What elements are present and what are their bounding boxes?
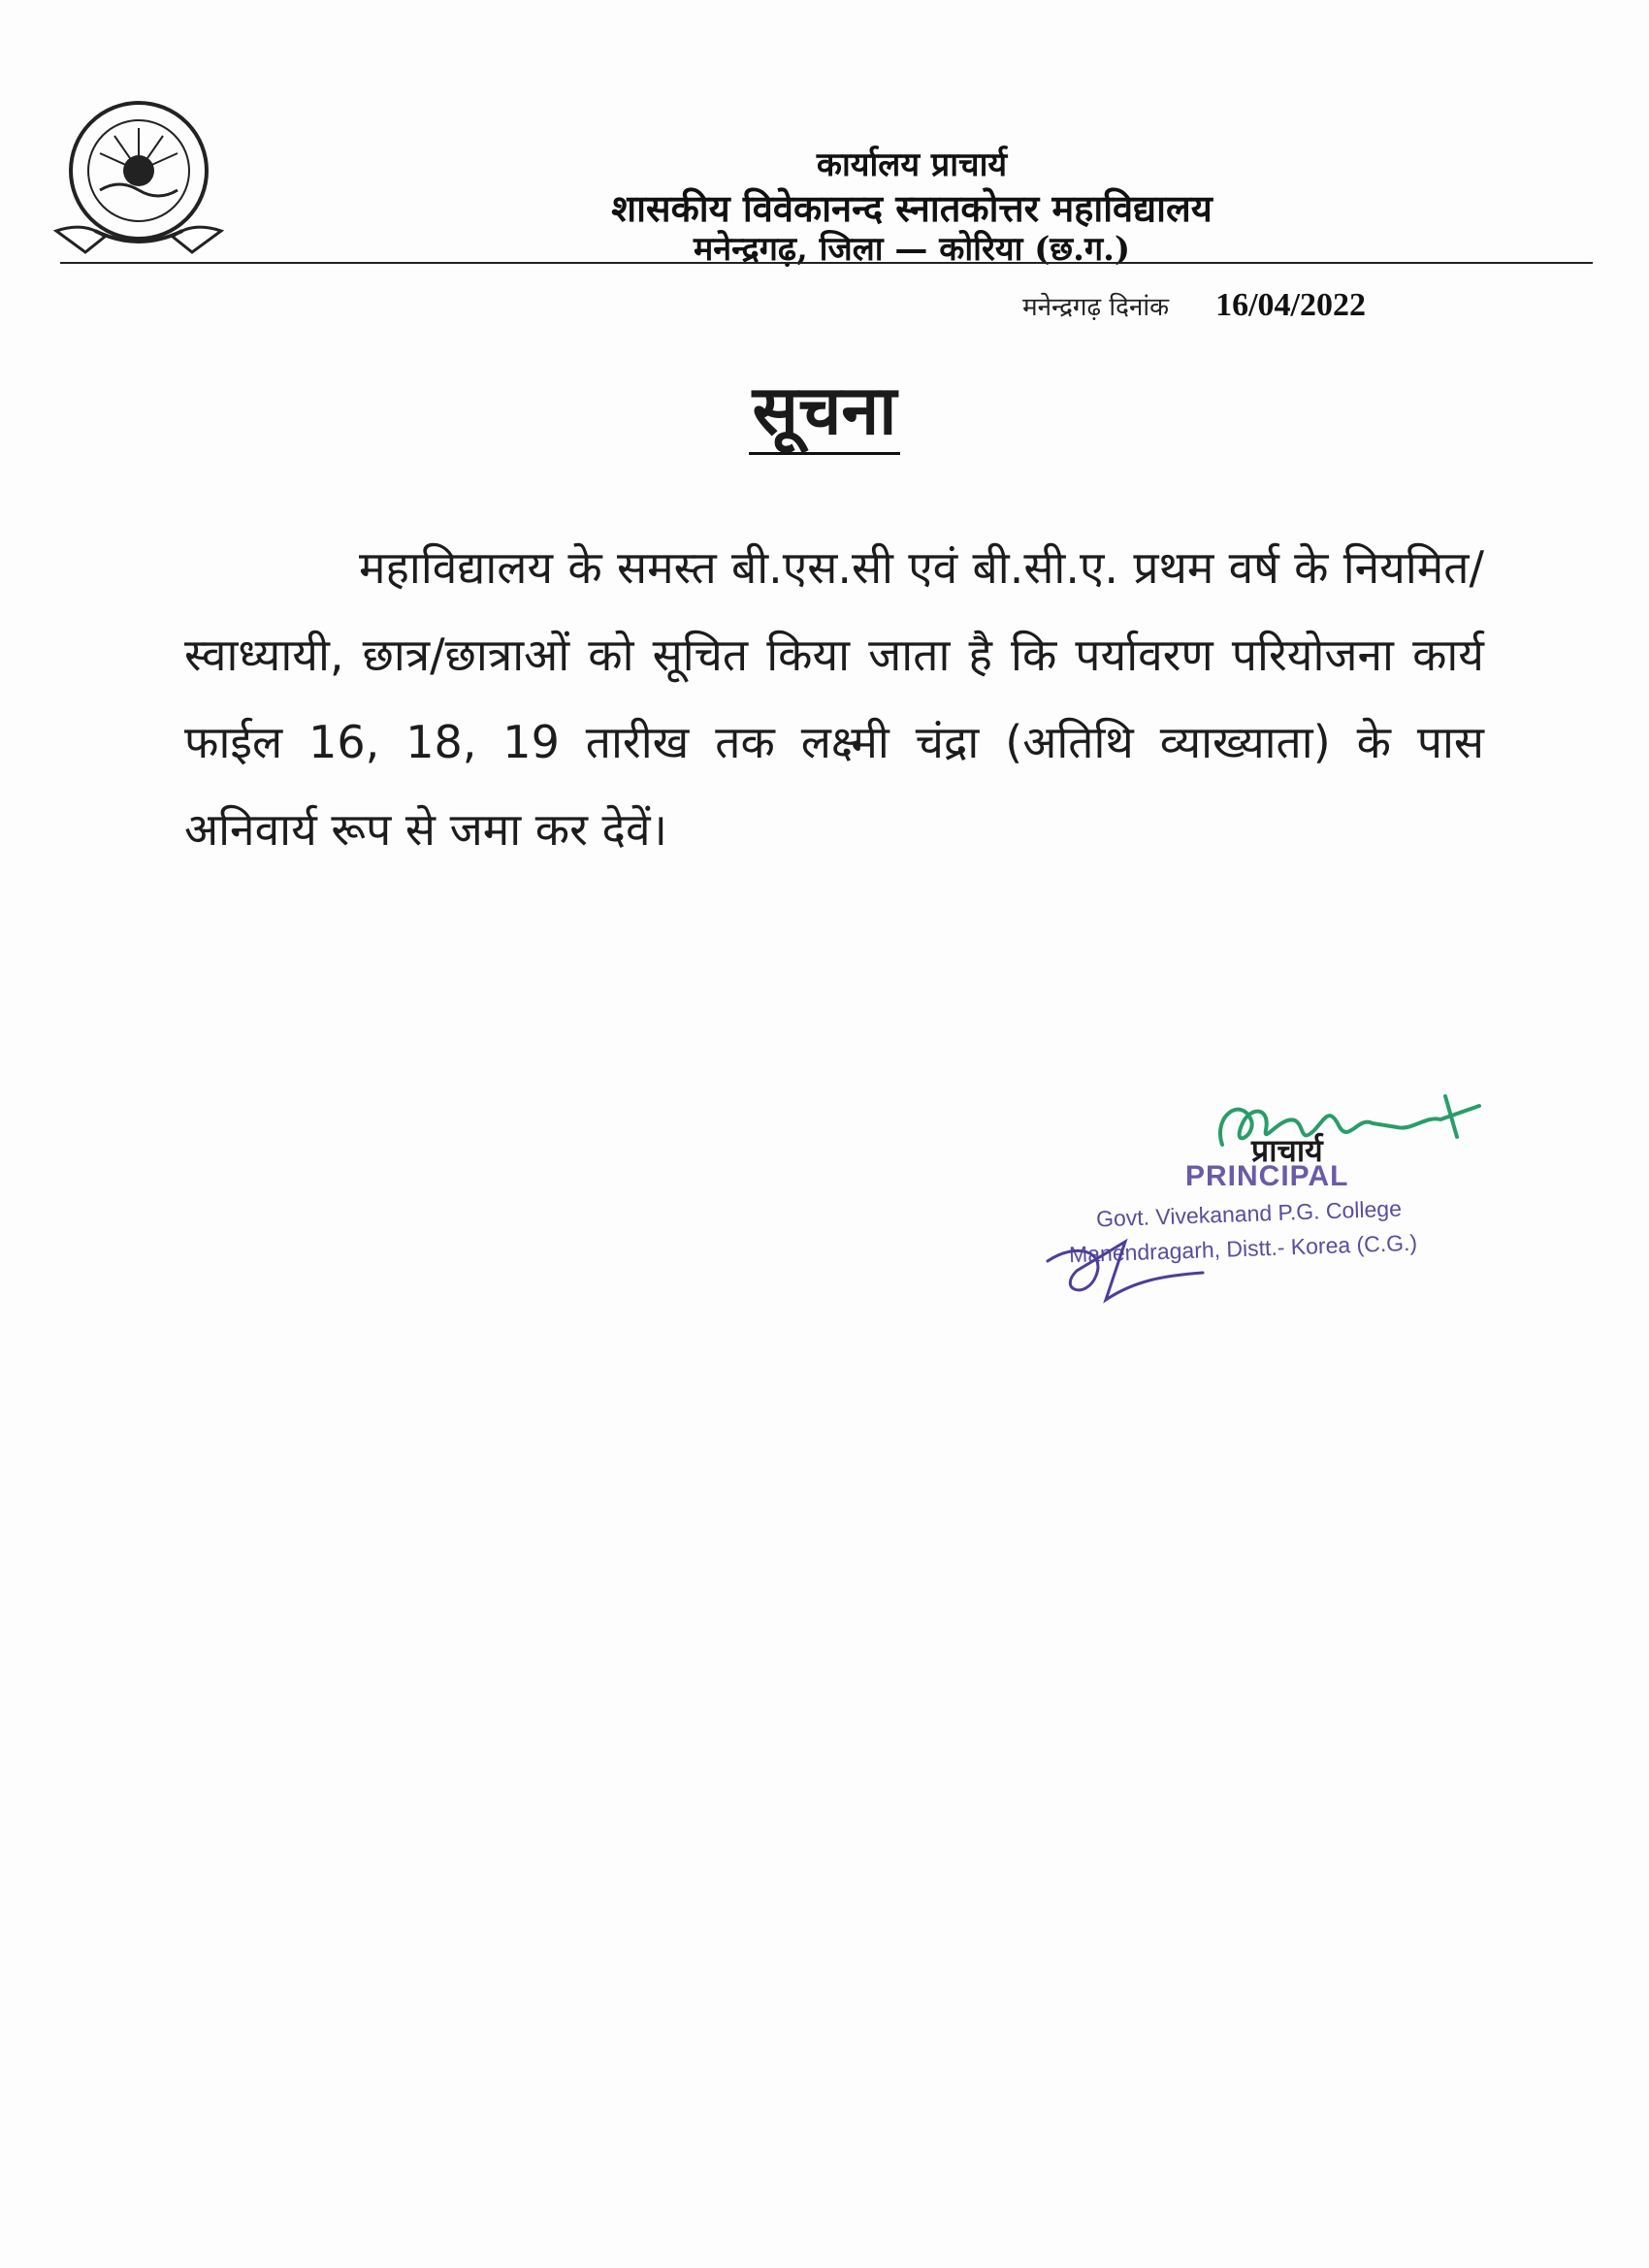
notice-body: महाविद्यालय के समस्त बी.एस.सी एवं बी.सी.ए. प्रथम वर्ष के नियमित/स्वाध्यायी, छात्र/छात्राओं को सूचित किया जाता है कि पर्यावरण परियोजना कार्य फाईल 16, 18, 19 तारीख तक लक्ष्मी चंद्रा (अतिथि व्याख्याता) के पास अनिवार्य रूप से जमा कर देवें। [184, 541, 1484, 856]
college-address: मनेन्द्रगढ़, जिला — कोरिया (छ.ग.) [693, 230, 1131, 269]
notice-title-text: सूचना [749, 373, 901, 455]
stamp-place: Manendragarh, Distt.- Korea (C.G.) [1068, 1229, 1418, 1268]
stamp-title: PRINCIPAL [1185, 1160, 1349, 1192]
date-value: 16/04/2022 [1215, 287, 1366, 323]
letterhead-divider [60, 262, 1593, 264]
office-heading: कार्यालय प्राचार्य [816, 146, 1008, 184]
college-name: शासकीय विवेकानन्द स्नातकोत्तर महाविद्यालय [611, 186, 1212, 230]
signature-icon [1203, 1077, 1494, 1174]
designation-hindi: प्राचार्य [1251, 1132, 1323, 1169]
stamp-college: Govt. Vivekanand P.G. College [1095, 1195, 1403, 1232]
date-row [1022, 287, 1366, 324]
signature-block [1028, 1077, 1533, 1319]
date-label: मनेन्द्रगढ़ दिनांक [1022, 293, 1170, 322]
notice-title [0, 373, 1649, 455]
stamp-scribble-icon [1038, 1222, 1232, 1310]
